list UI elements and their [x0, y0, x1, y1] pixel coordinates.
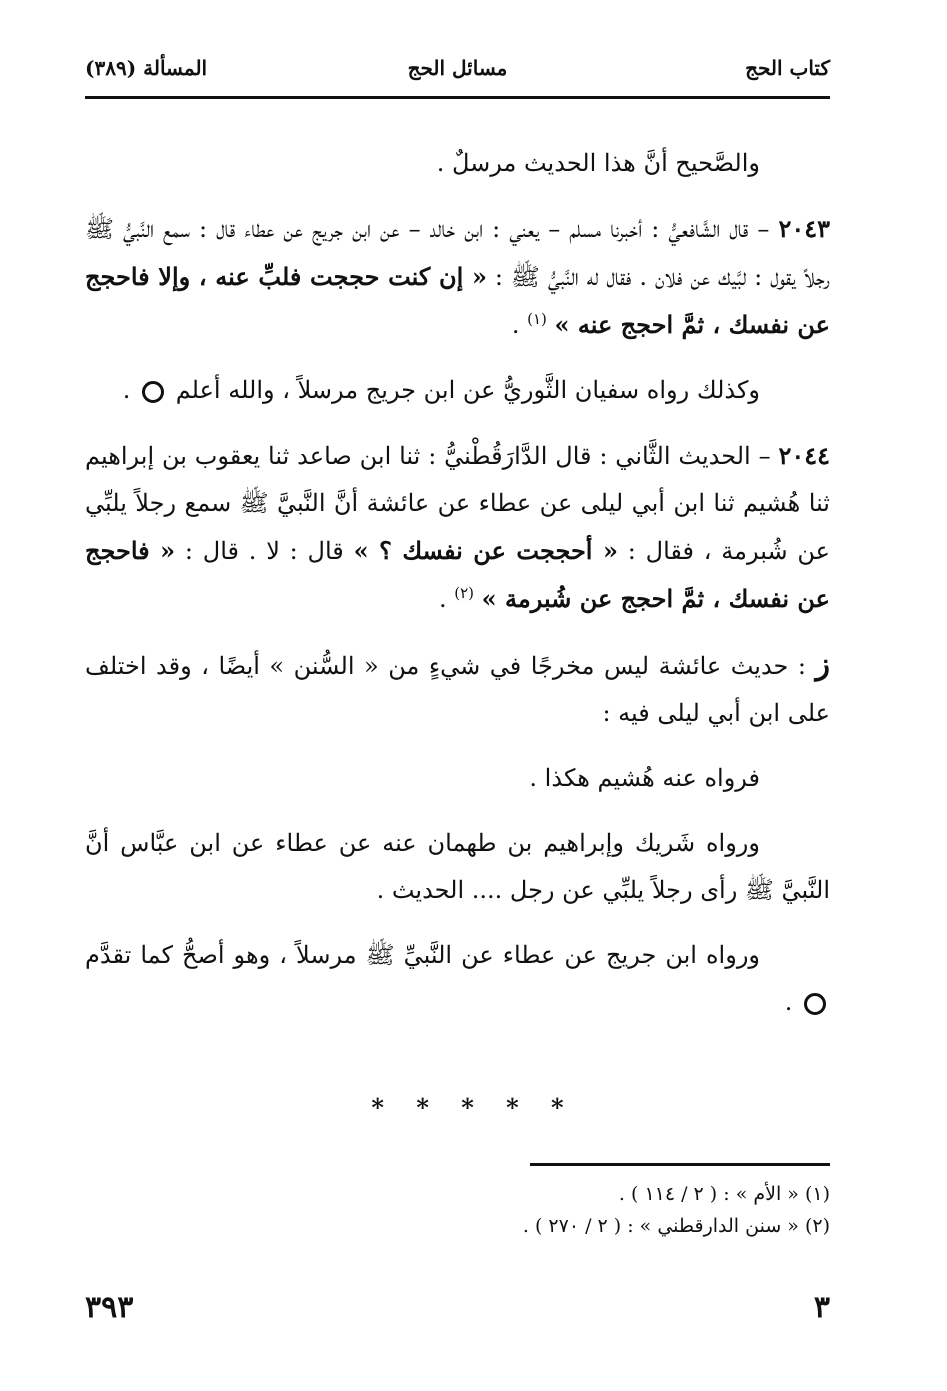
chapter-title: مسائل الحج — [407, 56, 508, 80]
hadith-number-2043: ٢٠٤٣ — [778, 214, 830, 243]
main-text — [85, 140, 830, 1044]
paragraph-2043-quote: « إن كنت حججت فلبِّ عنه ، وإلا فاحجج عن نفسك ، ثمَّ احجج عنه » — [85, 262, 830, 339]
paragraph-2043-text: – قال الشَّافعيُّ : أخبرنا مسلم – يعني : ابن خالد – عن ابن جريج عن عطاء قال : سمع النَّبيُّ ﷺ رجلاً يقول : لبَّيك عن فلان . فقال له النَّبيُّ ﷺ : — [85, 215, 831, 291]
paragraph-2044-text: – الحديث الثَّاني : قال الدَّارَقُطْنيُّ : ثنا ابن صاعد ثنا يعقوب بن إبراهيم ثنا هُشيم ثنا ابن أبي ليلى عن عطاء عن عائشة أنَّ النَّبيَّ ﷺ سمع رجلاً يلبِّي عن شُبرمة ، فقال : — [85, 442, 830, 565]
paragraph-3-end: . — [122, 376, 139, 404]
paragraph-2044-quote-1: « أحججت عن نفسك ؟ » — [353, 536, 618, 565]
paragraph-1 — [85, 140, 830, 187]
footnotes — [230, 1178, 830, 1242]
footnote-ref-2: (٢) — [454, 584, 475, 602]
paragraph-2043-end: . — [511, 311, 528, 339]
footnote-1: (١) « الأم » : ( ٢ / ١١٤ ) . — [618, 1183, 830, 1205]
paragraph-7 — [85, 820, 830, 914]
paragraph-2044-end: . — [438, 585, 455, 613]
paragraph-7-text: ورواه شَريك وإبراهيم بن طهمان عنه عن عطاء عن ابن عبَّاس أنَّ النَّبيَّ ﷺ رأى رجلاً يلبِّي عن رجل .... الحديث . — [85, 829, 830, 904]
running-header — [85, 50, 830, 90]
paragraph-6 — [85, 755, 830, 802]
paragraph-2044-mid: قال : لا . قال : — [175, 537, 354, 565]
paragraph-8-text: ورواه ابن جريج عن عطاء عن النَّبيِّ ﷺ مرسلاً ، وهو أصحُّ كما تقدَّم — [85, 941, 760, 969]
page-numbers — [85, 1290, 830, 1330]
paragraph-3-text: وكذلك رواه سفيان الثَّوريُّ عن ابن جريج مرسلاً ، والله أعلم — [175, 376, 760, 404]
paragraph-3 — [85, 367, 830, 414]
circle-mark-icon — [804, 993, 826, 1015]
paragraph-5-text: : حديث عائشة ليس مخرجًا في شيءٍ من « السُّنن » أيضًا ، وقد اختلف على ابن أبي ليلى فيه : — [85, 652, 830, 727]
book-title: كتاب الحج — [745, 56, 830, 80]
page-number: ٣٩٣ — [85, 1290, 134, 1325]
paragraph-5 — [85, 641, 830, 737]
paragraph-2044 — [85, 432, 830, 623]
paragraph-2044-quote-2: « فاحجج عن نفسك ، ثمَّ احجج عن شُبرمة » — [85, 536, 830, 613]
circle-mark-icon — [142, 381, 164, 403]
paragraph-6-text: فرواه عنه هُشيم هكذا . — [529, 764, 760, 792]
paragraph-1-text: والصَّحيح أنَّ هذا الحديث مرسلٌ . — [436, 149, 760, 177]
paragraph-8-end: . — [784, 988, 800, 1016]
zay-mark: ز — [815, 647, 830, 682]
volume-number: ٣ — [813, 1290, 830, 1325]
issue-number: المسألة (٣٨٩) — [85, 56, 208, 80]
footnote-2: (٢) « سنن الدارقطني » : ( ٢ / ٢٧٠ ) . — [522, 1215, 830, 1237]
paragraph-8 — [85, 932, 830, 1026]
paragraph-2043 — [85, 205, 830, 349]
section-separator: * * * * * — [371, 1093, 576, 1122]
footnote-rule — [530, 1163, 830, 1166]
hadith-number-2044: ٢٠٤٤ — [778, 441, 830, 470]
header-rule — [85, 96, 830, 99]
footnote-ref-1: (١) — [527, 310, 547, 328]
